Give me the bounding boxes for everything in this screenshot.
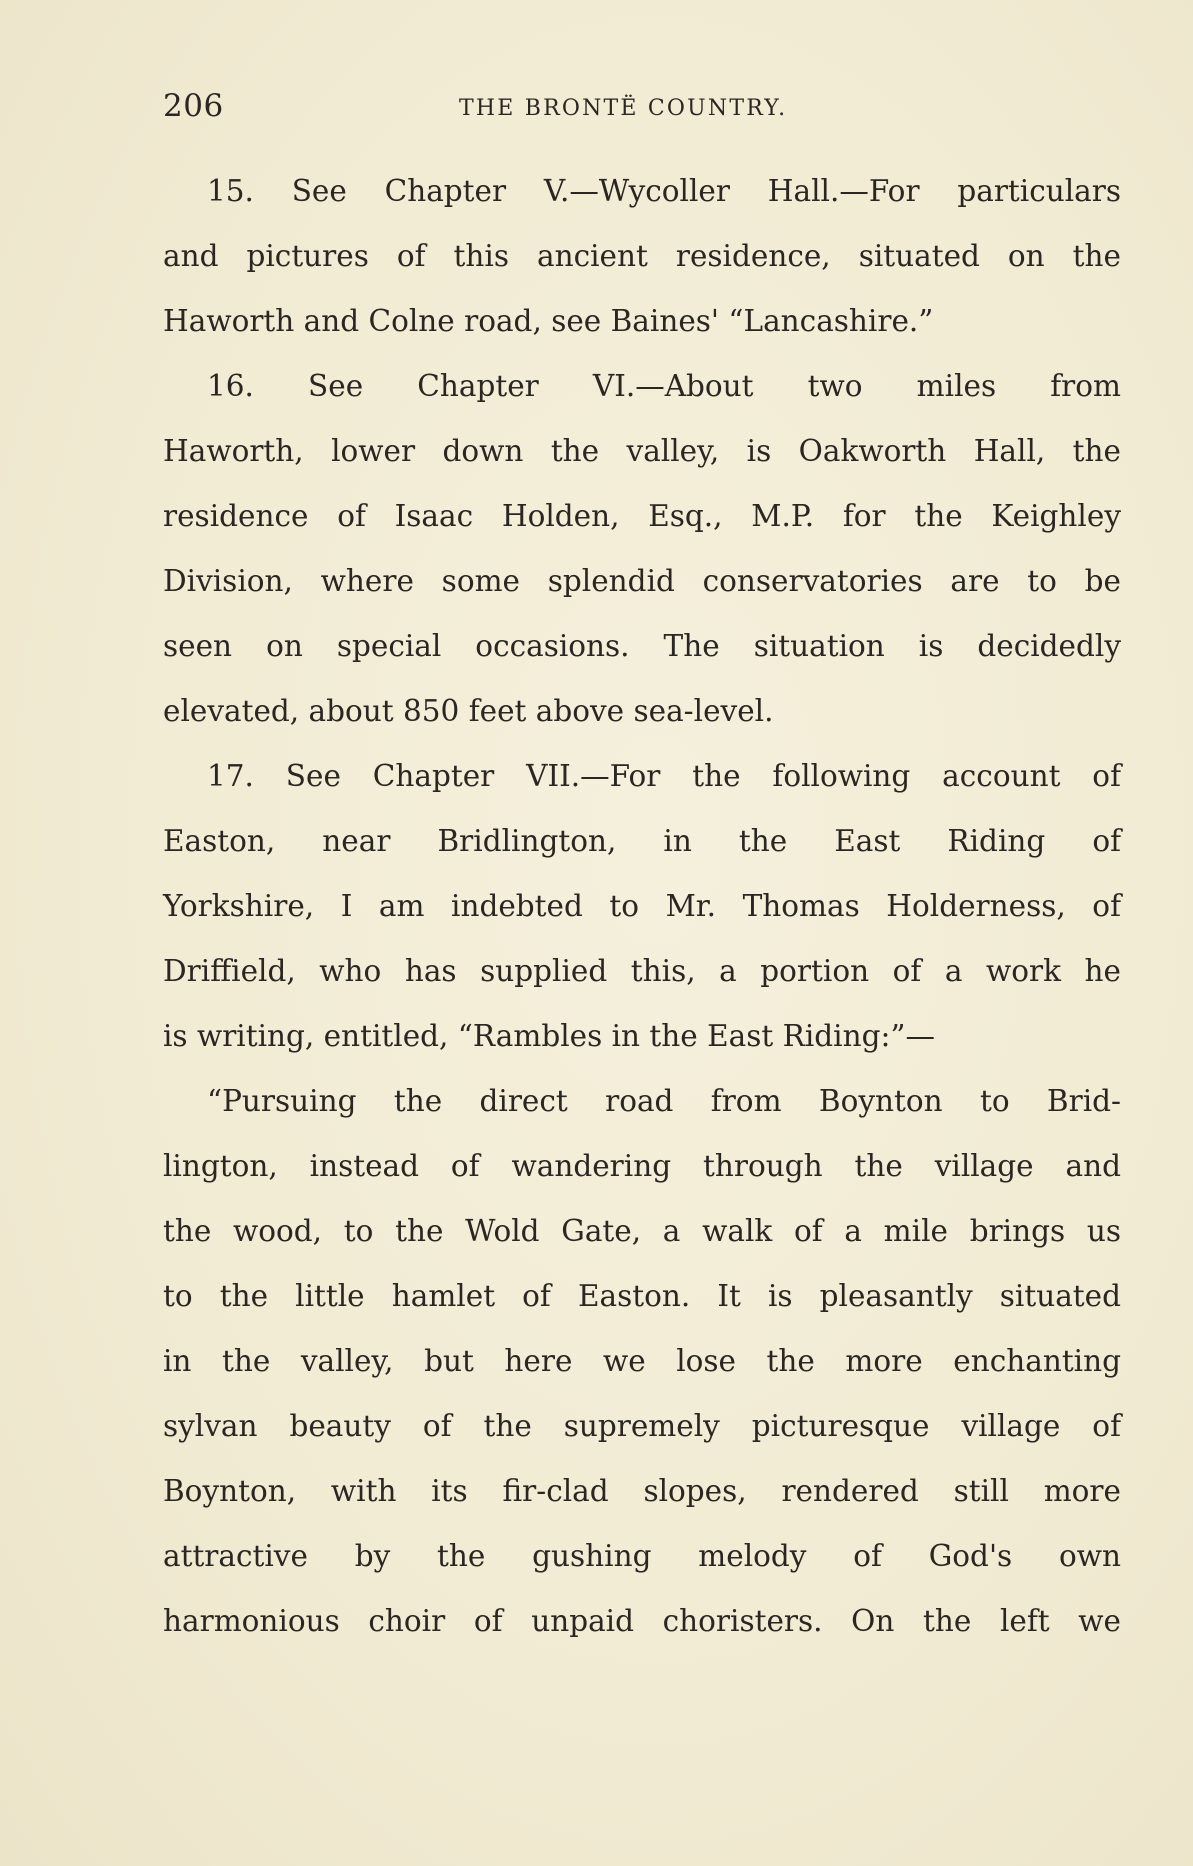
text-line: lington, instead of wandering through the village and: [163, 1149, 1121, 1183]
body-text: [163, 159, 1121, 1654]
text-line: Division, where some splendid conservatories are to be: [163, 564, 1121, 598]
text-line: and pictures of this ancient residence, situated on the: [163, 239, 1121, 273]
running-head: [163, 88, 1123, 128]
text-line: sylvan beauty of the supremely picturesque village of: [163, 1409, 1121, 1443]
text-line: is writing, entitled, “Rambles in the East Riding:”—: [163, 1019, 935, 1053]
text-line: elevated, about 850 feet above sea-level.: [163, 694, 774, 728]
text-line: attractive by the gushing melody of God's own: [163, 1539, 1121, 1573]
text-line: residence of Isaac Holden, Esq., M.P. for the Keighley: [163, 499, 1121, 533]
text-line: to the little hamlet of Easton. It is pleasantly situated: [163, 1279, 1121, 1313]
text-line: Yorkshire, I am indebted to Mr. Thomas Holderness, of: [163, 889, 1121, 923]
text-line: “Pursuing the direct road from Boynton to Brid-: [207, 1084, 1121, 1118]
text-line: seen on special occasions. The situation is decidedly: [163, 629, 1121, 663]
text-line: harmonious choir of unpaid choristers. On the left we: [163, 1604, 1121, 1638]
text-line: Haworth, lower down the valley, is Oakworth Hall, the: [163, 434, 1121, 468]
text-line: in the valley, but here we lose the more enchanting: [163, 1344, 1121, 1378]
text-line: Easton, near Bridlington, in the East Riding of: [163, 824, 1121, 858]
text-line: Driffield, who has supplied this, a portion of a work he: [163, 954, 1121, 988]
page-number: 206: [163, 88, 224, 124]
text-line: the wood, to the Wold Gate, a walk of a mile brings us: [163, 1214, 1121, 1248]
text-line: 16. See Chapter VI.—About two miles from: [207, 369, 1121, 403]
running-title: THE BRONTË COUNTRY.: [459, 96, 788, 121]
text-line: 17. See Chapter VII.—For the following account of: [207, 759, 1121, 793]
text-line: Haworth and Colne road, see Baines' “Lancashire.”: [163, 304, 934, 338]
text-line: Boynton, with its fir-clad slopes, rendered still more: [163, 1474, 1121, 1508]
text-line: 15. See Chapter V.—Wycoller Hall.—For particulars: [207, 174, 1121, 208]
